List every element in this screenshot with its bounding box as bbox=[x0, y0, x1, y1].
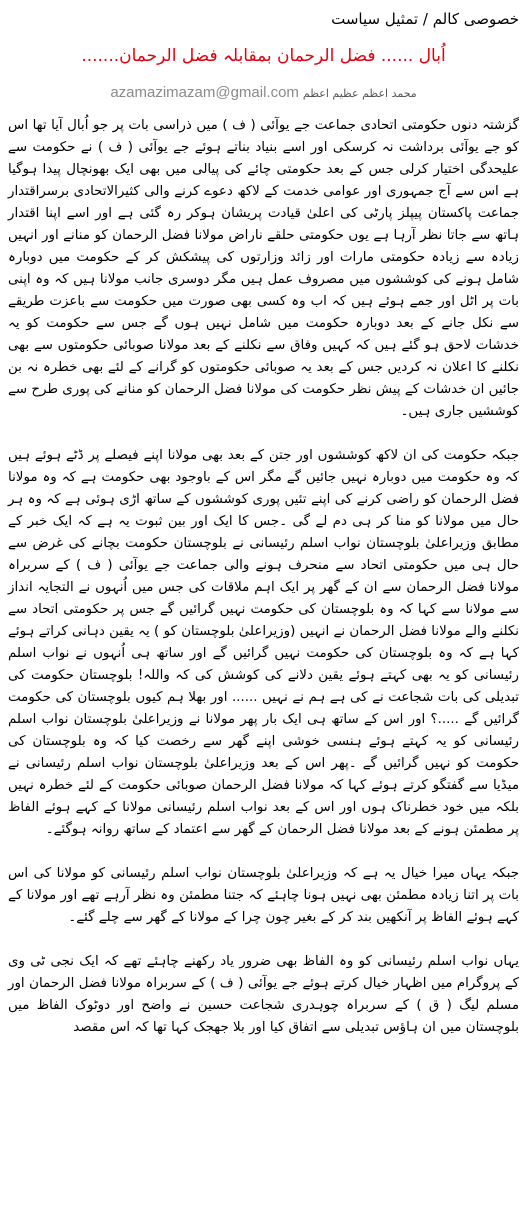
article-paragraph: جبکہ حکومت کی ان لاکھ کوششوں اور جتن کے بعد بھی مولانا اپنے فیصلے پر ڈٹے ہوئے ہیں کہ وہ حکومت میں دوبارہ نہیں جائیں گے مگر اس کے باوجود بھی حکومت ہے کہ وہ مولانا فضل الرحمان کو راضی کرنے کی اپنے تئیں پوری کوششوں کے ساتھ اڑی ہوئی ہے کہ وہ ہر حال میں مولانا کو منا کر ہی دم لے گی ۔جس کا ایک اور بین ثبوت یہ ہے کہ ایک خبر کے مطابق وزیراعلیٰ بلوچستان نواب اسلم رئیسانی نے بلوچستان حکومت بچانے کی غرض سے حال ہی میں حکومتی اتحاد سے منحرف ہونے والی جماعت جے یوآئی ( ف ) کے سربراہ مولانا فضل الرحمان سے ان کے گھر پر ایک اہم ملاقات کی جس میں اُنہوں نے التجایہ انداز سے مولانا سے کہا کہ وہ بلوچستان کی حکومت نہیں گرائیں گے جس پر حکومتی اتحاد سے نکلنے والے مولانا فضل الرحمان نے انہیں (وزیراعلیٰ بلوچستان کو ) یہ یقین دہانی کراتے ہوئے کہا ہے کہ وہ بلوچستان کی حکومت نہیں گرائیں گے اور ساتھ ہی اُنہوں نے نواب اسلم رئیسانی کو یہ بھی کہتے ہوئے یقین دلانے کی کوشش کی کہ واللہ! بلوچستان حکومت کی تبدیلی کی بات شجاعت نے کی ہے ہم نے نہیں ...... اور بھلا ہم کیوں بلوچستان کی حکومت گرائیں گے .....؟ اور اس کے ساتھ ہی ایک بار پھر مولانا نے وزیراعلیٰ بلوچستان نواب اسلم رئیسانی کو یہ کہتے ہوئے ہنسی خوشی اپنے گھر سے رخصت کیا کہ وہ بلوچستان کی حکومت کو نہیں گرائیں گے ۔پھر اس کے بعد وزیراعلیٰ بلوچستان نواب اسلم رئیسانی نے میڈیا سے گفتگو کرتے ہوئے کہا کہ مولانا فضل الرحمان صوبائی حکومت کے لئے خطرہ نہیں بلکہ میں خود خطرناک ہوں اور اس کے بعد نواب اسلم رئیسانی مولانا کے کہے ہوئے الفاظ پر مطمئن ہونے کے بعد مولانا فضل الرحمان کے گھر سے اعتماد کے ساتھ روانہ ہوگئے۔ bbox=[8, 448, 519, 837]
author-byline bbox=[8, 84, 519, 101]
column-kicker: خصوصی کالم / تمثیل سیاست bbox=[331, 10, 519, 28]
article-paragraph: یہاں نواب اسلم رئیسانی کو وہ الفاظ بھی ضرور یاد رکھنے چاہئے تھے کہ ایک نجی ٹی وی کے پروگرام میں اظہار خیال کرتے ہوئے جے یوآئی ( ف ) کے سربراہ مولانا فضل الرحمان اور مسلم لیگ ( ق ) کے سربراہ چوہدری شجاعت حسین نے واضح اور دوٹوک الفاظ میں بلوچستان میں ان ہاؤس تبدیلی سے اتفاق کیا اور بلا جھجک کہا تھا کہ اس مقصد bbox=[8, 954, 519, 1035]
article-paragraph: گزشتہ دنوں حکومتی اتحادی جماعت جے یوآئی ( ف ) میں ذراسی بات پر جو اُبال آیا تھا اس کو جے یوآئی برداشت نہ کرسکی اور اسے بنیاد بناتے ہوئے جے یوآئی ( ف ) نے حکومت سے علیحدگی اختیار کرلی جس کے بعد حکومتی چائے کی پیالی میں بھی ایک بھونچال پیدا ہوگیا ہے اس سے آج جمہوری اور عوامی خدمت کے لاکھ دعوے کرنے والی کثیرالاتحادی برسراقتدار جماعت پاکستان پیپلز پارٹی کی اعلیٰ قیادت پریشان ہوکر رہ گئی ہے اور اسے اپنا اقتدار ہاتھ سے جاتا نظر آرہا ہے یوں حکومتی حلقے ناراض مولانا فضل الرحمان کو منانے اور انہیں زیادہ سے زیادہ حکومتی مارات اور زائد وزارتوں کی پیشکش کر کے حکومت میں دوبارہ شامل ہونے کی کوششوں میں مصروف عمل ہیں مگر دوسری جانب مولانا ہیں کہ وہ اپنی بات پر اٹل اور جمے ہوئے ہیں کہ اب وہ کسی بھی صورت میں حکومت سے باعزت طریقے سے نکل جانے کے بعد دوبارہ حکومت میں شامل نہیں ہوں گے جس سے حکومت کو یہ خدشات لاحق ہو گئے ہیں کہ کہیں وفاق سے نکلنے کے بعد مولانا صوبائی حکومتوں سے بھی نکلنے کا اعلان نہ کردیں جس کے بعد یہ صوبائی حکومتوں کو گرانے کے لئے بھی خطرہ نہ بن جائیں ان خدشات کے پیش نظر حکومت کی مولانا فضل الرحمان کو منانے کی پوری طرح سے کوششیں جاری ہیں۔ bbox=[8, 118, 519, 419]
article-paragraph: جبکہ یہاں میرا خیال یہ ہے کہ وزیراعلیٰ بلوچستان نواب اسلم رئیسانی کو مولانا کی اس بات پر اتنا زیادہ مطمئن بھی نہیں ہونا چاہئے کہ جتنا مطمئن وہ نظر آرہے تھے اور مولانا کے کہے ہوئے الفاظ پر آنکھیں بند کر کے بغیر چون چرا کے مولانا کے گھر سے چلے گئے۔ bbox=[8, 866, 519, 925]
author-email: azamazimazam@gmail.com bbox=[110, 84, 299, 101]
article-headline: اُبال ...... فضل الرحمان بمقابلہ فضل الرحمان....... bbox=[81, 46, 446, 66]
article-body bbox=[8, 115, 519, 1039]
author-name: محمد اعظم عظیم اعظم bbox=[302, 87, 417, 100]
